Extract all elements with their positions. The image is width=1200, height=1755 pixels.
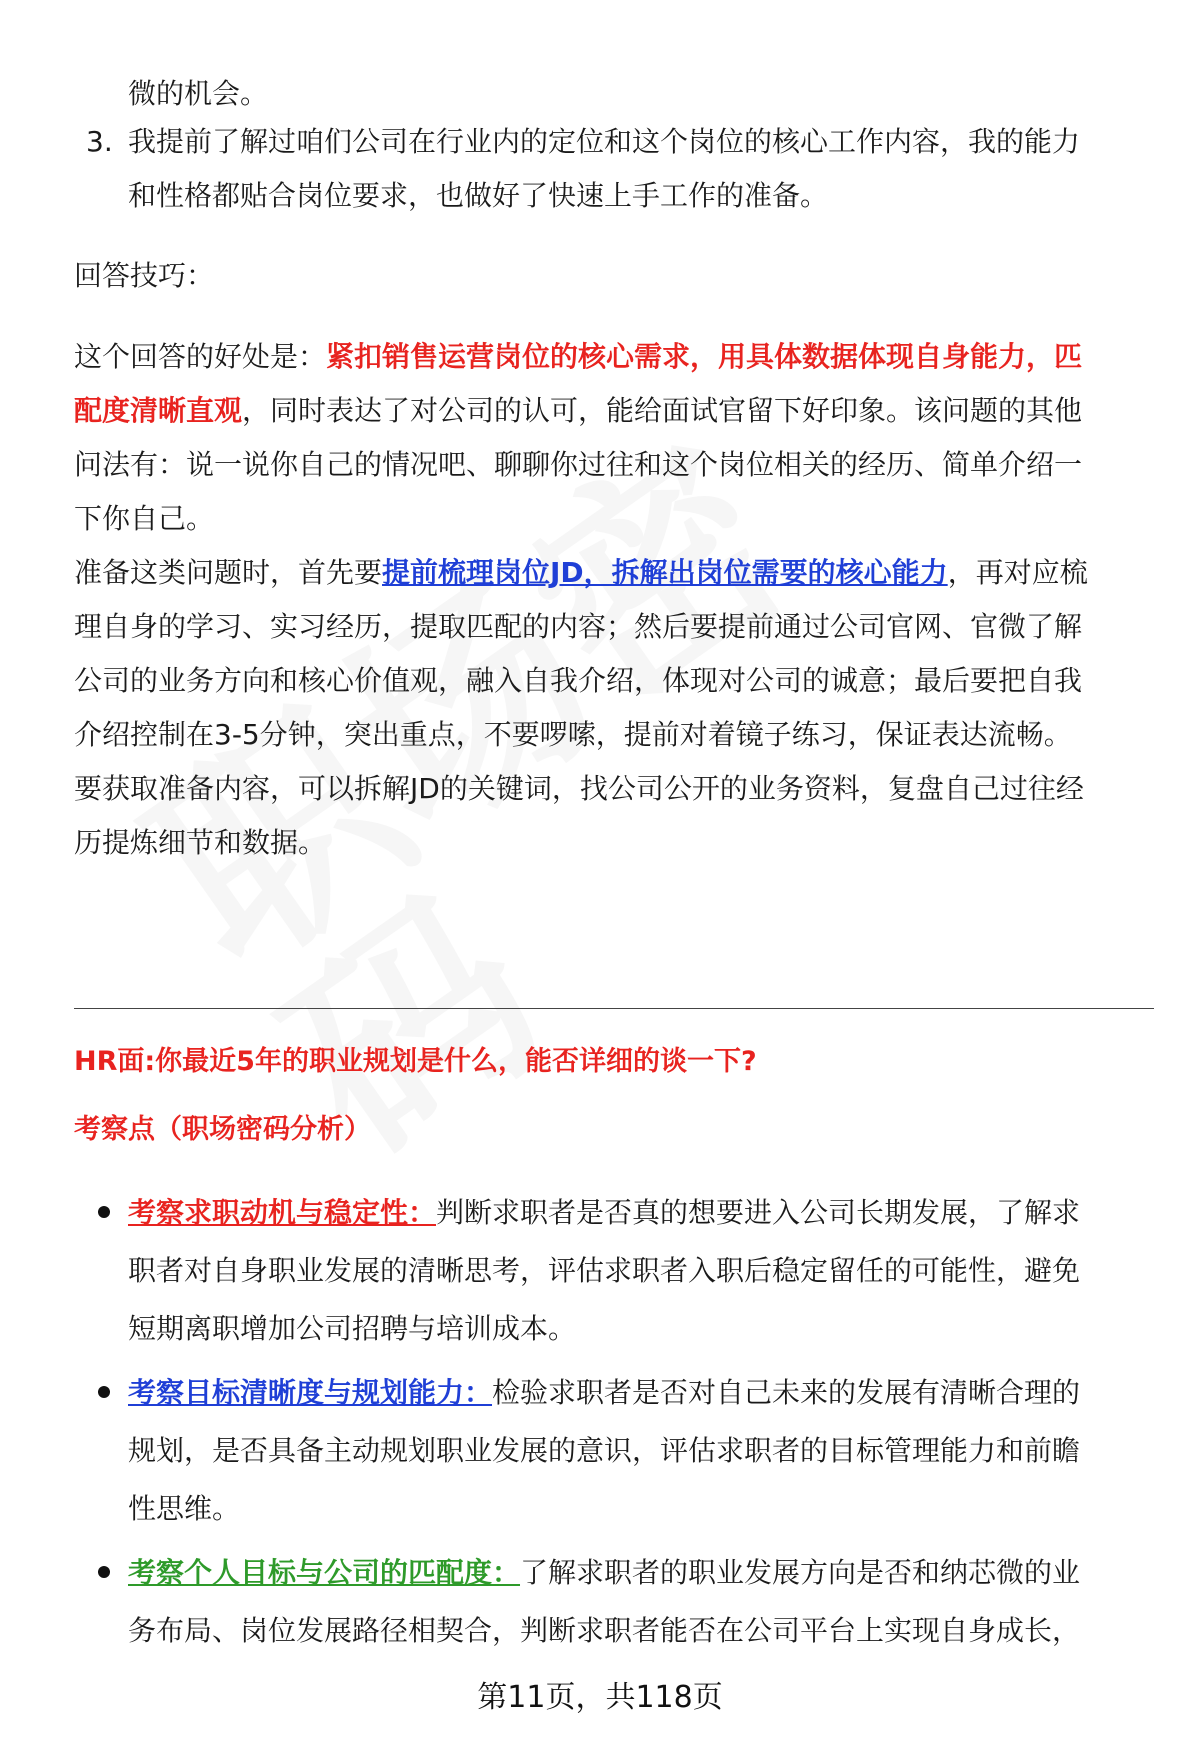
para2-prefix: 准备这类问题时，首先要 bbox=[74, 556, 383, 589]
bullet-3-line1 bbox=[128, 1543, 1148, 1602]
para2-line3: 公司的业务方向和核心价值观，融入自我介绍，体现对公司的诚意；最后要把自我 bbox=[74, 664, 1083, 697]
bullet-dot-3 bbox=[98, 1566, 110, 1578]
para2-line1 bbox=[74, 543, 1154, 602]
bullet-1-line1 bbox=[128, 1183, 1148, 1242]
para2-highlight: 提前梳理岗位JD，拆解出岗位需要的核心能力 bbox=[382, 556, 948, 589]
question-heading: HR面:你最近5年的职业规划是什么，能否详细的谈一下? bbox=[74, 1046, 757, 1077]
para1-line1 bbox=[74, 327, 1154, 386]
bullet-2-line2: 规划，是否具备主动规划职业发展的意识，评估求职者的目标管理能力和前瞻 bbox=[128, 1434, 1081, 1467]
para1-highlight-2: 配度清晰直观 bbox=[74, 394, 243, 427]
section-title: 考察点（职场密码分析） bbox=[74, 1114, 371, 1145]
bullet-1-line3: 短期离职增加公司招聘与培训成本。 bbox=[128, 1312, 577, 1345]
bullet-2-label: 考察目标清晰度与规划能力： bbox=[128, 1376, 493, 1409]
bullet-2-line3: 性思维。 bbox=[128, 1492, 241, 1525]
list-item-2-continuation: 微的机会。 bbox=[128, 77, 269, 110]
bullet-3-line2: 务布局、岗位发展路径相契合，判断求职者能否在公司平台上实现自身成长， bbox=[128, 1614, 1081, 1647]
para2-line2: 理自身的学习、实习经历，提取匹配的内容；然后要提前通过公司官网、官微了解 bbox=[74, 610, 1083, 643]
para2-line6: 历提炼细节和数据。 bbox=[74, 826, 327, 859]
page-number-footer: 第11页，共118页 bbox=[477, 1680, 723, 1715]
para2-line5: 要获取准备内容，可以拆解JD的关键词，找公司公开的业务资料，复盘自己过往经 bbox=[74, 772, 1084, 805]
para1-line2 bbox=[74, 381, 1154, 440]
para1-line3: 问法有：说一说你自己的情况吧、聊聊你过往和这个岗位相关的经历、简单介绍一 bbox=[74, 448, 1083, 481]
bullet-3-label: 考察个人目标与公司的匹配度： bbox=[128, 1556, 521, 1589]
bullet-2-line1 bbox=[128, 1363, 1148, 1422]
list-number-3: 3. bbox=[86, 125, 113, 158]
bullet-dot-2 bbox=[98, 1386, 110, 1398]
answer-tips-label: 回答技巧： bbox=[74, 259, 215, 292]
bullet-dot-1 bbox=[98, 1206, 110, 1218]
bullet-1-text: 判断求职者是否真的想要进入公司长期发展，了解求 bbox=[436, 1196, 1081, 1229]
section-divider bbox=[74, 1008, 1154, 1009]
bullet-1-label: 考察求职动机与稳定性： bbox=[128, 1196, 437, 1229]
bullet-1-line2: 职者对自身职业发展的清晰思考，评估求职者入职后稳定留任的可能性，避免 bbox=[128, 1254, 1081, 1287]
para1-line4: 下你自己。 bbox=[74, 502, 215, 535]
list-item-3-line2: 和性格都贴合岗位要求，也做好了快速上手工作的准备。 bbox=[128, 179, 829, 212]
para1-rest: ，同时表达了对公司的认可，能给面试官留下好印象。该问题的其他 bbox=[242, 394, 1083, 427]
para2-rest: ，再对应梳 bbox=[947, 556, 1088, 589]
bullet-3-text: 了解求职者的职业发展方向是否和纳芯微的业 bbox=[520, 1556, 1081, 1589]
para1-prefix: 这个回答的好处是： bbox=[74, 340, 327, 373]
bullet-2-text: 检验求职者是否对自己未来的发展有清晰合理的 bbox=[492, 1376, 1081, 1409]
para1-highlight-1: 紧扣销售运营岗位的核心需求，用具体数据体现自身能力，匹 bbox=[326, 340, 1083, 373]
list-item-3-line1: 我提前了解过咱们公司在行业内的定位和这个岗位的核心工作内容，我的能力 bbox=[128, 125, 1081, 158]
para2-line4: 介绍控制在3-5分钟，突出重点，不要啰嗦，提前对着镜子练习，保证表达流畅。 bbox=[74, 718, 1072, 751]
